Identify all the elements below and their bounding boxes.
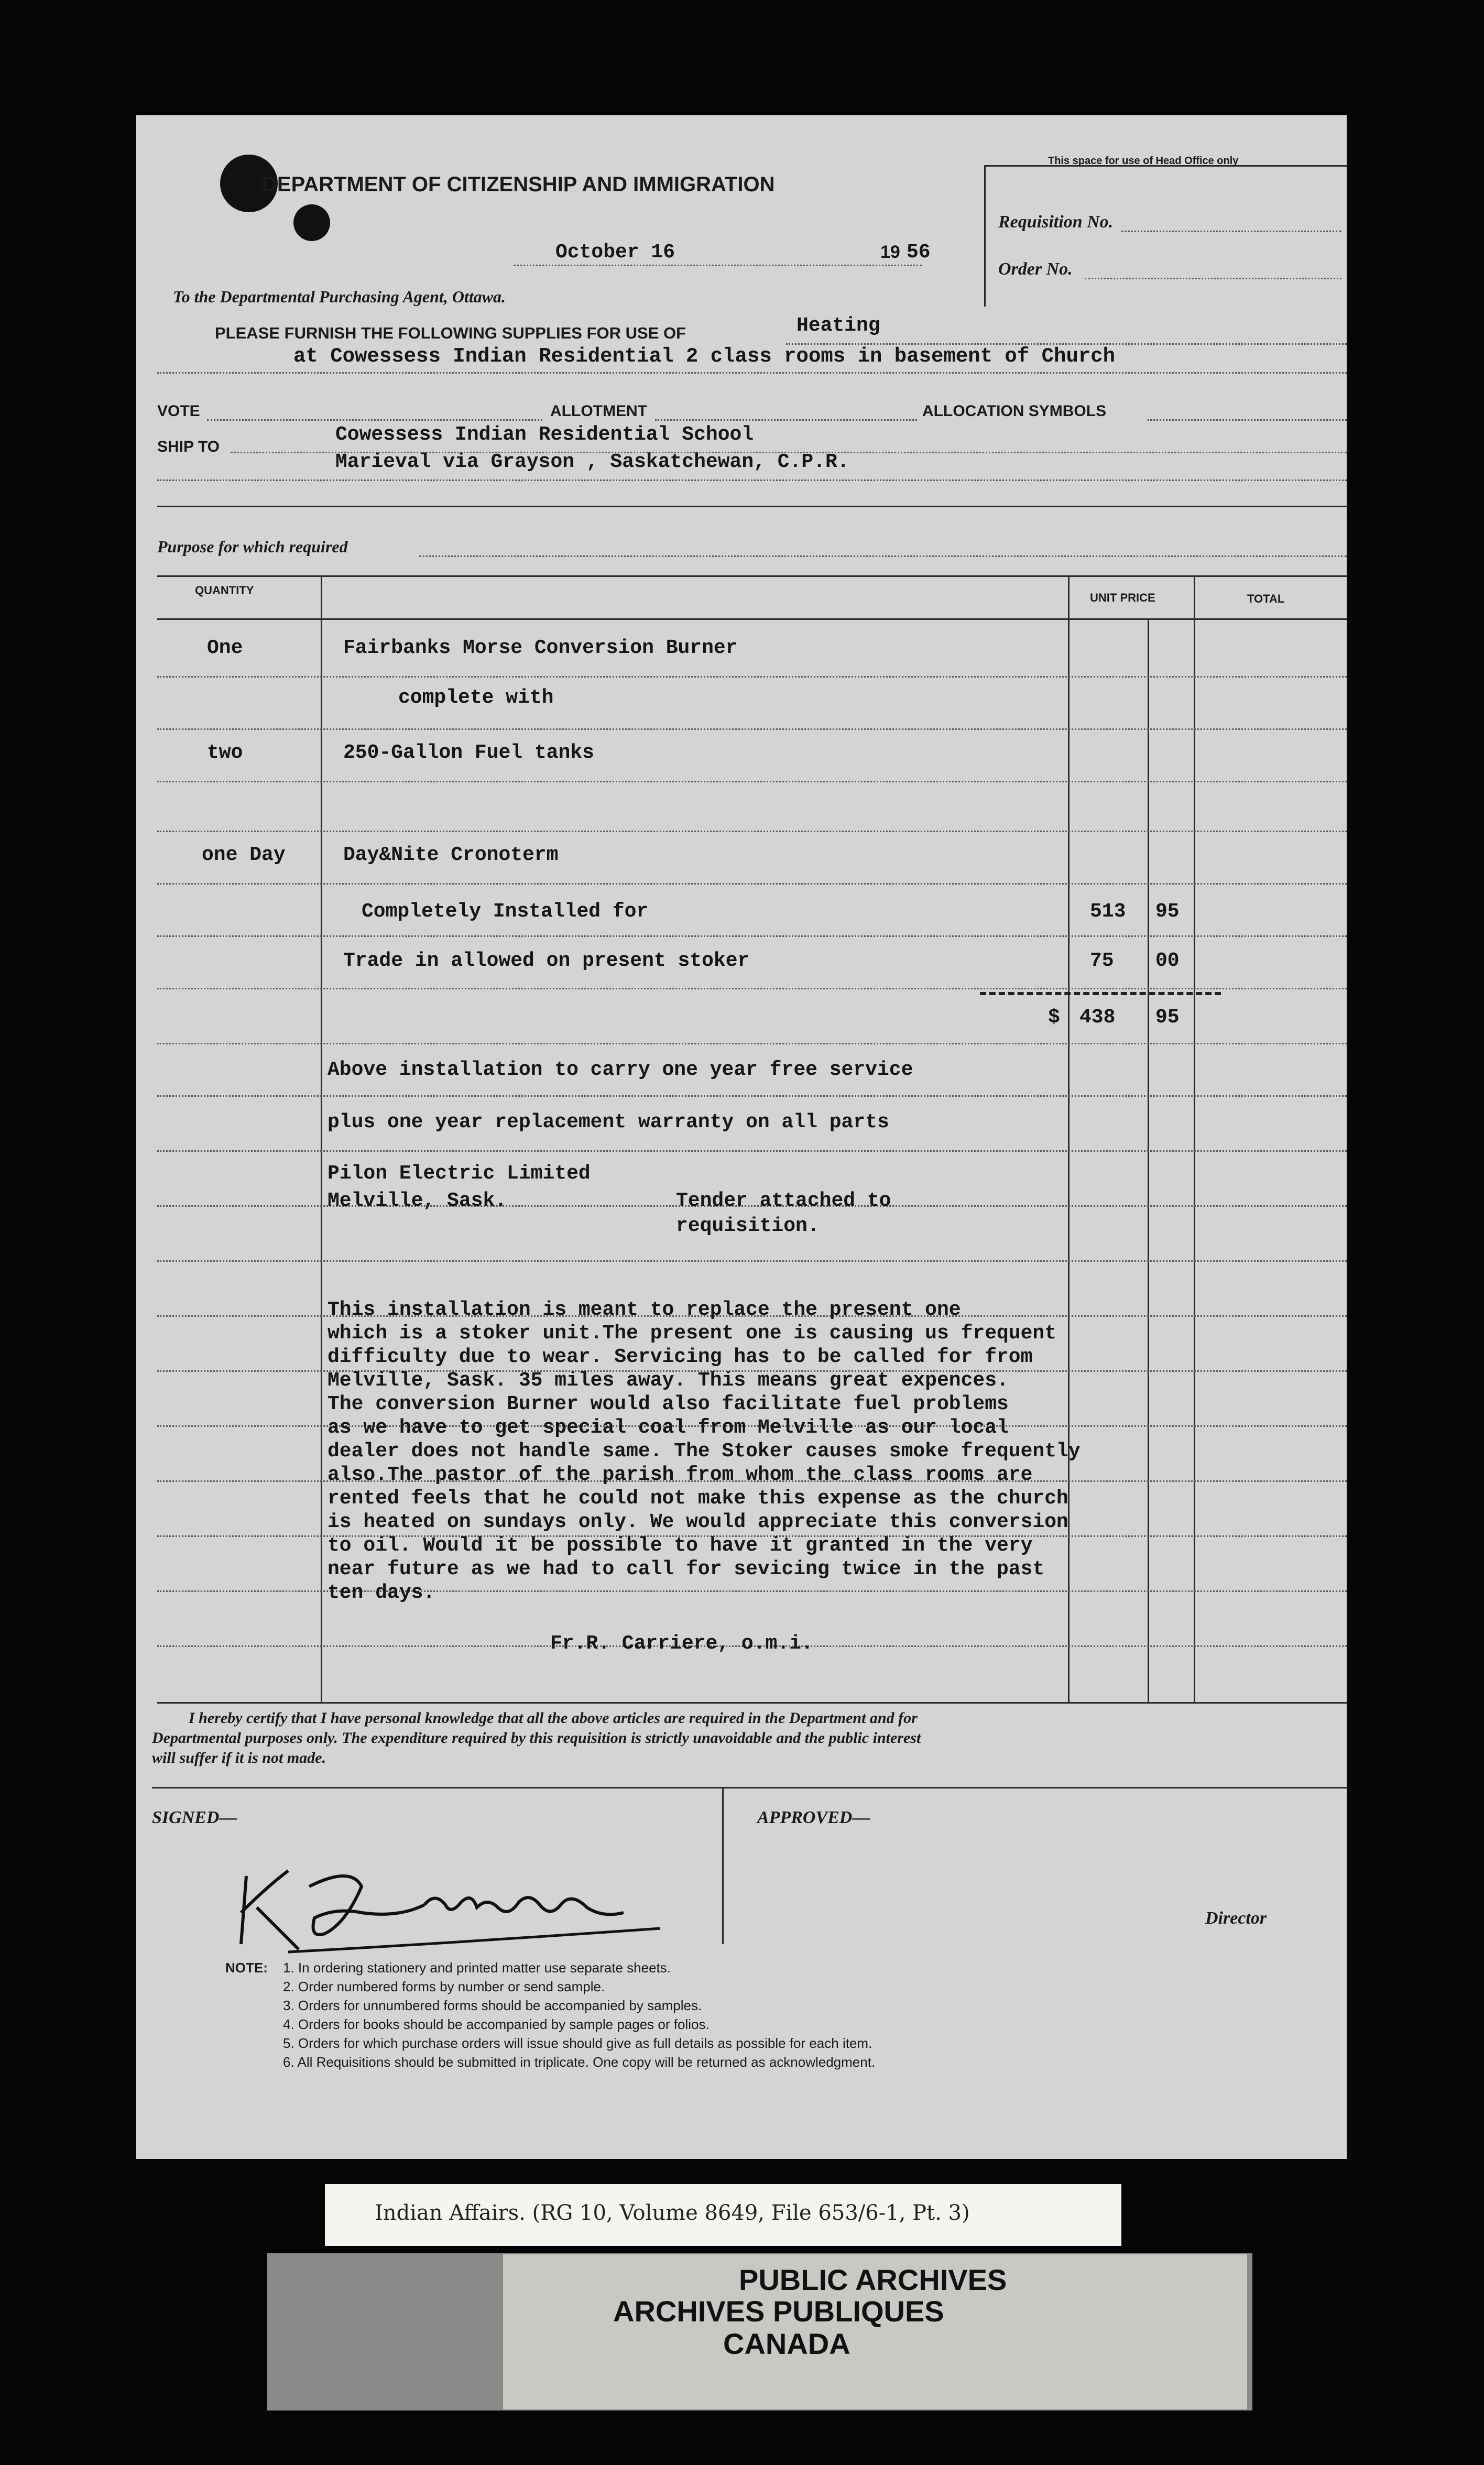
furnish-line2-rule: [157, 372, 1347, 374]
table-bottom: [157, 1702, 1347, 1704]
note-item: 1. In ordering stationery and printed matter use separate sheets.: [283, 1960, 671, 1976]
date-value: October 16: [555, 241, 675, 264]
justification-line: which is a stoker unit.The present one is causing us frequent: [328, 1322, 1057, 1345]
row-rule: [157, 781, 1347, 782]
justification-line: as we have to get special coal from Melville as our local: [328, 1416, 1009, 1439]
requisition-no-label: Requisition No.: [998, 212, 1114, 232]
justification-line: also.The pastor of the parish from whom the class rooms are: [328, 1464, 1033, 1486]
table-col-divider-1: [321, 575, 322, 1702]
justification-line: is heated on sundays only. We would appreciate this conversion: [328, 1511, 1068, 1533]
row-rule: [157, 728, 1347, 730]
hole-punch-mark: [293, 204, 330, 241]
net-currency: $: [1048, 1006, 1060, 1029]
row-5-price: 513: [1090, 900, 1126, 923]
net-cents: 95: [1155, 1006, 1180, 1029]
certification-line1: I hereby certify that I have personal knowledge that all the above articles are required in the Department and for: [189, 1709, 918, 1727]
vote-line: [207, 419, 542, 421]
signed-label: SIGNED—: [152, 1808, 237, 1827]
ship-to-label: SHIP TO: [157, 438, 220, 455]
department-title: DEPARTMENT OF CITIZENSHIP AND IMMIGRATION: [262, 173, 775, 196]
row-rule: [157, 883, 1347, 885]
service-line1: Above installation to carry one year free service: [328, 1059, 913, 1081]
purpose-line: [419, 555, 1347, 557]
note-item: 6. All Requisitions should be submitted in triplicate. One copy will be returned as acknowledgment.: [283, 2054, 876, 2070]
row-5-cents: 95: [1155, 900, 1180, 923]
row-2-desc: complete with: [398, 686, 554, 709]
row-6-cents: 00: [1155, 950, 1180, 972]
row-rule: [157, 1260, 1347, 1262]
director-label: Director: [1205, 1908, 1267, 1928]
note-item: 3. Orders for unnumbered forms should be accompanied by samples.: [283, 1998, 702, 2013]
furnish-value: Heating: [796, 314, 880, 337]
signoff: Fr.R. Carriere, o.m.i.: [550, 1632, 813, 1655]
archive-line2: ARCHIVES PUBLIQUES: [613, 2295, 944, 2328]
row-4-desc: Day&Nite Cronoterm: [343, 844, 559, 866]
archive-line3: CANADA: [723, 2327, 850, 2360]
header-divider: [157, 506, 1347, 507]
year-prefix: 19: [880, 242, 900, 262]
justification-line: The conversion Burner would also facilitate fuel problems: [328, 1393, 1009, 1415]
service-line2: plus one year replacement warranty on all parts: [328, 1111, 889, 1133]
row-1-qty: One: [207, 637, 243, 659]
requisition-form: [136, 115, 1347, 2159]
justification-line: Melville, Sask. 35 miles away. This means great expences.: [328, 1369, 1009, 1392]
ship-line2: Marieval via Grayson , Saskatchewan, C.P.R.: [335, 451, 849, 473]
order-no-line: [1085, 278, 1341, 279]
tender-line2: requisition.: [676, 1215, 820, 1237]
row-rule: [157, 935, 1347, 937]
col-unit-price: UNIT PRICE: [1090, 591, 1155, 604]
table-header-rule: [157, 618, 1347, 620]
head-office-box-left: [984, 165, 986, 307]
row-4-qty: one Day: [202, 844, 286, 866]
date-line: [514, 265, 922, 266]
allotment-label: ALLOTMENT: [550, 402, 647, 420]
tender-line1: Tender attached to: [676, 1190, 891, 1212]
to-line: To the Departmental Purchasing Agent, Ottawa.: [173, 287, 506, 306]
allotment-line: [655, 419, 917, 421]
row-6-price: 75: [1090, 950, 1114, 972]
approved-label: APPROVED—: [757, 1808, 870, 1827]
ship-rule2: [157, 479, 1347, 481]
note-label: NOTE:: [225, 1960, 268, 1976]
justification-line: near future as we had to call for sevicing twice in the past: [328, 1558, 1045, 1580]
row-rule: [157, 988, 1347, 989]
note-item: 2. Order numbered forms by number or send sample.: [283, 1979, 605, 1994]
order-no-label: Order No.: [998, 259, 1073, 279]
purpose-label: Purpose for which required: [157, 537, 348, 556]
row-rule: [157, 676, 1347, 678]
row-3-desc: 250-Gallon Fuel tanks: [343, 741, 594, 764]
table-col-divider-4: [1194, 575, 1195, 1702]
row-rule: [157, 1150, 1347, 1152]
furnish-label: PLEASE FURNISH THE FOLLOWING SUPPLIES FOR USE OF: [215, 324, 686, 342]
row-3-qty: two: [207, 741, 243, 764]
note-item: 5. Orders for which purchase orders will issue should give as full details as possible for each item.: [283, 2035, 872, 2051]
col-total: TOTAL: [1247, 592, 1285, 605]
col-quantity: QUANTITY: [195, 584, 254, 597]
certification-line2: Departmental purposes only. The expenditure required by this requisition is strictly unavoidable and the public interest: [152, 1729, 921, 1747]
vendor-line2: Melville, Sask.: [328, 1190, 507, 1212]
row-1-desc: Fairbanks Morse Conversion Burner: [343, 637, 738, 659]
head-office-note: This space for use of Head Office only: [1048, 155, 1239, 167]
table-top: [157, 575, 1347, 577]
row-6-desc: Trade in allowed on present stoker: [343, 950, 750, 972]
handwritten-signature: [225, 1855, 676, 1960]
justification-line: rented feels that he could not make this expense as the church: [328, 1487, 1068, 1510]
archive-reference: Indian Affairs. (RG 10, Volume 8649, File 653/6-1, Pt. 3): [375, 2201, 970, 2225]
justification-line: dealer does not handle same. The Stoker causes smoke frequently: [328, 1440, 1081, 1463]
subtotal-rule: [980, 992, 1221, 995]
allocation-line: [1148, 419, 1347, 421]
requisition-no-line: [1121, 231, 1341, 232]
justification-line: This installation is meant to replace the present one: [328, 1299, 961, 1321]
allocation-label: ALLOCATION SYMBOLS: [922, 402, 1107, 420]
ship-line1: Cowessess Indian Residential School: [335, 423, 754, 446]
net-price: 438: [1079, 1006, 1116, 1029]
signature-divider: [152, 1787, 1347, 1788]
row-rule: [157, 1043, 1347, 1044]
year-suffix: 56: [907, 241, 931, 264]
vendor-line1: Pilon Electric Limited: [328, 1162, 591, 1185]
certification-line3: will suffer if it is not made.: [152, 1749, 326, 1766]
justification-line: to oil. Would it be possible to have it granted in the very: [328, 1534, 1033, 1557]
justification-line: difficulty due to wear. Servicing has to be called for from: [328, 1346, 1033, 1368]
row-rule: [157, 831, 1347, 832]
archive-line1: PUBLIC ARCHIVES: [739, 2263, 1007, 2296]
row-5-desc: Completely Installed for: [362, 900, 649, 923]
vote-label: VOTE: [157, 402, 200, 420]
justification-line: ten days.: [328, 1581, 435, 1604]
row-rule: [157, 1095, 1347, 1097]
furnish-line2: at Cowessess Indian Residential 2 class rooms in basement of Church: [293, 345, 1116, 368]
note-item: 4. Orders for books should be accompanied by sample pages or folios.: [283, 2016, 710, 2032]
signature-col-divider: [722, 1787, 724, 1944]
